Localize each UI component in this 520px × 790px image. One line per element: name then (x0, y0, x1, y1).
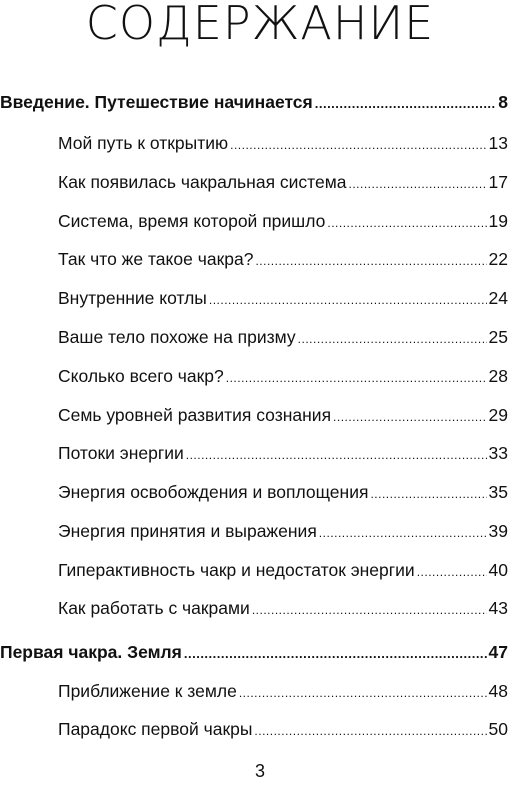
toc-page-number: 24 (488, 288, 508, 308)
toc-page-number: 35 (488, 482, 508, 502)
toc-entry-label: Внутренние котлы (58, 288, 207, 308)
toc-entry-label: Ваше тело похоже на призму (58, 327, 296, 347)
toc-page-number: 33 (488, 443, 508, 463)
toc-page-number: 13 (488, 133, 508, 153)
dot-leader (230, 133, 486, 157)
toc-page-number: 17 (488, 172, 508, 192)
toc-entry-label: Гиперактивность чакр и недостаток энергии (58, 560, 415, 580)
dot-leader (298, 327, 487, 351)
toc-page-number: 40 (488, 560, 508, 580)
toc-entry-label: Мой путь к открытию (58, 133, 229, 153)
dot-leader (315, 92, 497, 116)
toc-section-entry (58, 286, 508, 310)
page-number-footer: 3 (254, 761, 265, 781)
toc-entry-label: Энергия освобождения и воплощения (58, 482, 369, 502)
toc-entry-label: Парадокс первой чакры (58, 719, 253, 739)
toc-page-number: 19 (488, 211, 508, 231)
toc-entry-label: Потоки энергии (58, 443, 184, 463)
toc-section-entry (58, 247, 508, 271)
toc-entry-label: Сколько всего чакр? (58, 366, 224, 386)
toc-section-entry (58, 596, 508, 620)
toc-page-number: 47 (488, 642, 508, 662)
toc-section-entry (58, 679, 508, 703)
toc-entry-label: Система, время которой пришло (58, 211, 326, 231)
toc-page-number: 22 (488, 249, 508, 269)
toc-chapter-entry (0, 640, 508, 664)
dot-leader (254, 719, 486, 743)
dot-leader (184, 642, 487, 666)
toc-section-entry (58, 480, 508, 504)
toc-page-number: 25 (488, 327, 508, 347)
toc-entry-label: Так что же такое чакра? (58, 249, 254, 269)
toc-section-entry (58, 519, 508, 543)
toc-section-entry (58, 209, 508, 233)
toc-section-entry (58, 441, 508, 465)
toc-page-number: 50 (488, 719, 508, 739)
dot-leader (349, 172, 487, 196)
toc-page-number: 39 (488, 521, 508, 541)
dot-leader (209, 288, 487, 312)
toc-entry-label: Введение. Путешествие начинается (0, 92, 313, 112)
toc-entry-label: Первая чакра. Земля (0, 642, 182, 662)
dot-leader (186, 443, 487, 467)
toc-section-entry (58, 717, 508, 741)
dot-leader (239, 681, 487, 705)
toc-page-number: 43 (488, 598, 508, 618)
toc-section-entry (58, 170, 508, 194)
dot-leader (370, 482, 486, 506)
toc-section-entry (58, 558, 508, 582)
dot-leader (319, 521, 487, 545)
dot-leader (333, 405, 486, 429)
toc-section-entry (58, 131, 508, 155)
toc-section-entry (58, 325, 508, 349)
page-title: СОДЕРЖАНИЕ (85, 0, 435, 50)
toc-entry-label: Как работать с чакрами (58, 598, 250, 618)
toc-page-number: 48 (488, 681, 508, 701)
toc-entry-label: Семь уровней развития сознания (58, 405, 332, 425)
toc-chapter-entry (0, 90, 508, 114)
toc-page-number: 28 (488, 366, 508, 386)
toc-page-number: 8 (498, 92, 508, 112)
dot-leader (327, 211, 486, 235)
toc-entry-label: Энергия принятия и выражения (58, 521, 317, 541)
dot-leader (417, 560, 487, 584)
toc-entry-label: Приближение к земле (58, 681, 237, 701)
toc-entry-label: Как появилась чакральная система (58, 172, 347, 192)
dot-leader (252, 598, 487, 622)
toc-section-entry (58, 403, 508, 427)
toc-section-entry (58, 364, 508, 388)
dot-leader (255, 249, 486, 273)
dot-leader (226, 366, 487, 390)
toc-page-number: 29 (488, 405, 508, 425)
